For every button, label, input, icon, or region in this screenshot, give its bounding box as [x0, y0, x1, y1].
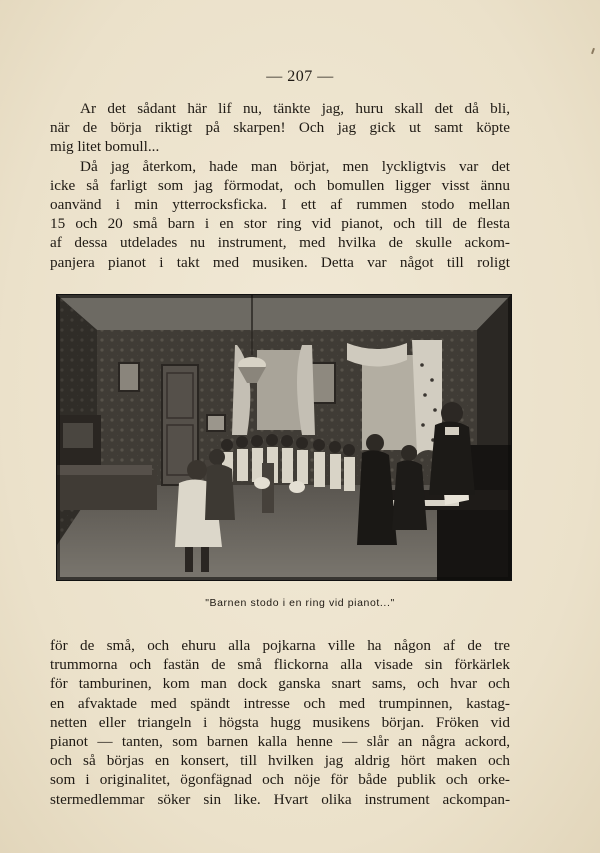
text-line: icke så farligt som jag förmodat, och bomullen ligger visst ännu	[50, 176, 510, 194]
text-line: för de små, och ehuru alla pojkarna ville ha någon af de tre	[50, 637, 510, 654]
text-line: och så börjas en konsert, till hvilken jag aldrig hört maken och	[50, 752, 510, 770]
text-line: 15 och 20 små barn i en stor ring vid pianot, och till de flesta	[50, 215, 510, 233]
text-line: Då jag återkom, hade man börjat, men lyckligtvis var det	[80, 157, 510, 175]
text-block-bottom	[50, 636, 510, 809]
text-line: af dessa utdelades nu instrument, med hvilka de skulle ackom-	[50, 234, 510, 252]
text-line: netten eller triangeln i högsta hugg musikens början. Fröken vid	[50, 713, 510, 731]
text-line: pianot — tanten, som barnen kalla henne — slår an några ackord,	[50, 732, 510, 750]
photograph-children-at-piano	[56, 294, 512, 581]
text-line: som i originalitet, ögonfägnad och nöje för både publik och orke-	[50, 771, 510, 789]
text-line: oanvänd i min ytterrocksficka. I ett af rummen stodo mellan	[50, 195, 510, 213]
margin-mark	[591, 48, 595, 54]
text-line: stermedlemmar söker sin like. Hvart olika instrument ackompan-	[50, 790, 510, 808]
text-line: när de börja riktigt på skarpen! Och jag gick ut samt köpte	[50, 119, 510, 137]
text-line: panjera pianot i takt med musiken. Detta var något till roligt	[50, 253, 510, 271]
text-line: Ar det sådant här lif nu, tänkte jag, huru skall det då bli,	[80, 100, 510, 117]
text-line: för tamburinen, kom man dock ganska snart sams, och hvar och	[50, 675, 510, 693]
page-number: — 207 —	[266, 68, 334, 85]
photo-caption: "Barnen stodo i en ring vid pianot..."	[205, 597, 395, 609]
text-block-top	[50, 99, 510, 272]
text-line: mig litet bomull...	[50, 138, 160, 156]
text-line: trummorna och fastän de små flickorna alla visade sin förkärlek	[50, 656, 510, 674]
text-line: en afvaktade med spändt intresse och med trumpinnen, kastag-	[50, 694, 510, 712]
